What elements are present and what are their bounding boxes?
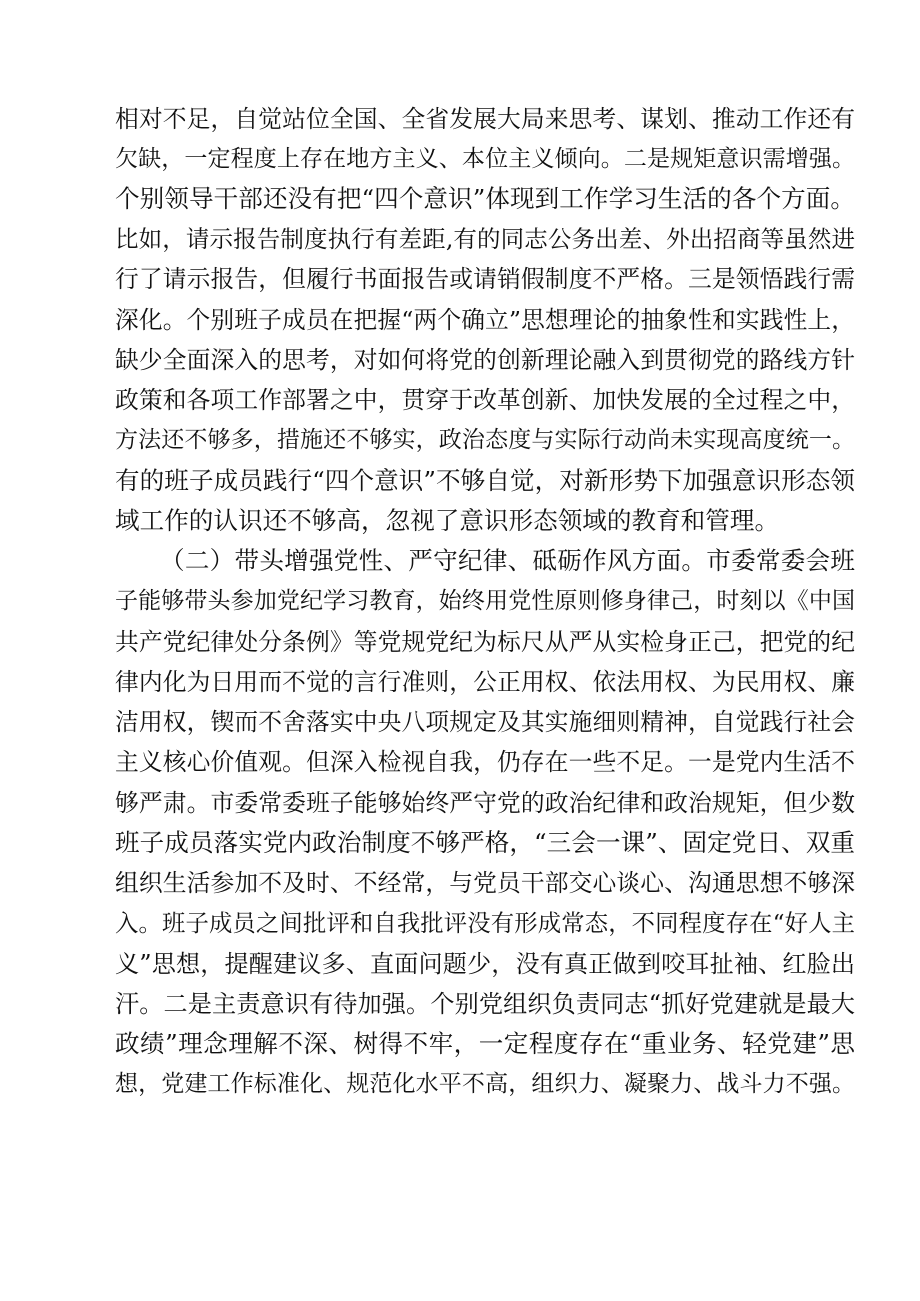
section-heading-line: （二）带头增强党性、严守纪律、砥砺作风方面。市委常委会班 xyxy=(160,546,855,575)
text-line: 共产党纪律处分条例》等党规党纪为标尺从严从实检身正己，把党的纪 xyxy=(115,628,855,656)
text-line: 组织生活参加不及时、不经常，与党员干部交心谈心、沟通思想不够深 xyxy=(115,869,855,897)
text-line: 政策和各项工作部署之中，贯穿于改革创新、加快发展的全过程之中， xyxy=(115,386,855,414)
text-line: 欠缺，一定程度上存在地方主义、本位主义倾向。二是规矩意识需增强。 xyxy=(115,146,855,172)
text-line: 政绩”理念理解不深、树得不牢，一定程度存在“重业务、轻党建”思 xyxy=(115,1029,855,1058)
text-line: 律内化为日用而不觉的言行准则，公正用权、依法用权、为民用权、廉 xyxy=(115,668,855,696)
text-line: 入。班子成员之间批评和自我批评没有形成常态，不同程度存在“好人主 xyxy=(115,909,855,937)
text-line: 缺少全面深入的思考，对如何将党的创新理论融入到贯彻党的路线方针 xyxy=(115,346,855,374)
text-line: 洁用权，锲而不舍落实中央八项规定及其实施细则精神，自觉践行社会 xyxy=(115,708,855,736)
text-line: 有的班子成员践行“四个意识”不够自觉，对新形势下加强意识形态领 xyxy=(115,466,855,495)
text-line: 域工作的认识还不够高，忽视了意识形态领域的教育和管理。 xyxy=(115,506,780,535)
text-line: 个别领导干部还没有把“四个意识”体现到工作学习生活的各个方面。 xyxy=(115,184,855,213)
text-line: 主义核心价值观。但深入检视自我，仍存在一些不足。一是党内生活不 xyxy=(115,748,855,776)
text-line: 子能够带头参加党纪学习教育，始终用党性原则修身律己，时刻以《中国 xyxy=(115,588,855,614)
text-line: 够严肃。市委常委班子能够始终严守党的政治纪律和政治规矩，但少数 xyxy=(115,789,855,817)
text-line: 相对不足，自觉站位全国、全省发展大局来思考、谋划、推动工作还有 xyxy=(115,105,855,133)
text-line: 想，党建工作标准化、规范化水平不高，组织力、凝聚力、战斗力不强。 xyxy=(115,1071,855,1097)
text-line: 深化。个别班子成员在把握“两个确立”思想理论的抽象性和实践性上， xyxy=(115,306,855,334)
text-line: 班子成员落实党内政治制度不够严格，“三会一课”、固定党日、双重 xyxy=(115,828,855,857)
text-line: 汗。二是主责意识有待加强。个别党组织负责同志“抓好党建就是最大 xyxy=(115,990,855,1018)
text-line: 行了请示报告，但履行书面报告或请销假制度不严格。三是领悟践行需 xyxy=(115,265,855,293)
text-line: 方法还不够多，措施还不够实，政治态度与实际行动尚未实现高度统一。 xyxy=(115,427,855,453)
text-line: 比如，请示报告制度执行有差距,有的同志公务出差、外出招商等虽然进 xyxy=(115,225,855,253)
text-line: 义”思想，提醒建议多、直面问题少，没有真正做到咬耳扯袖、红脸出 xyxy=(115,950,855,978)
